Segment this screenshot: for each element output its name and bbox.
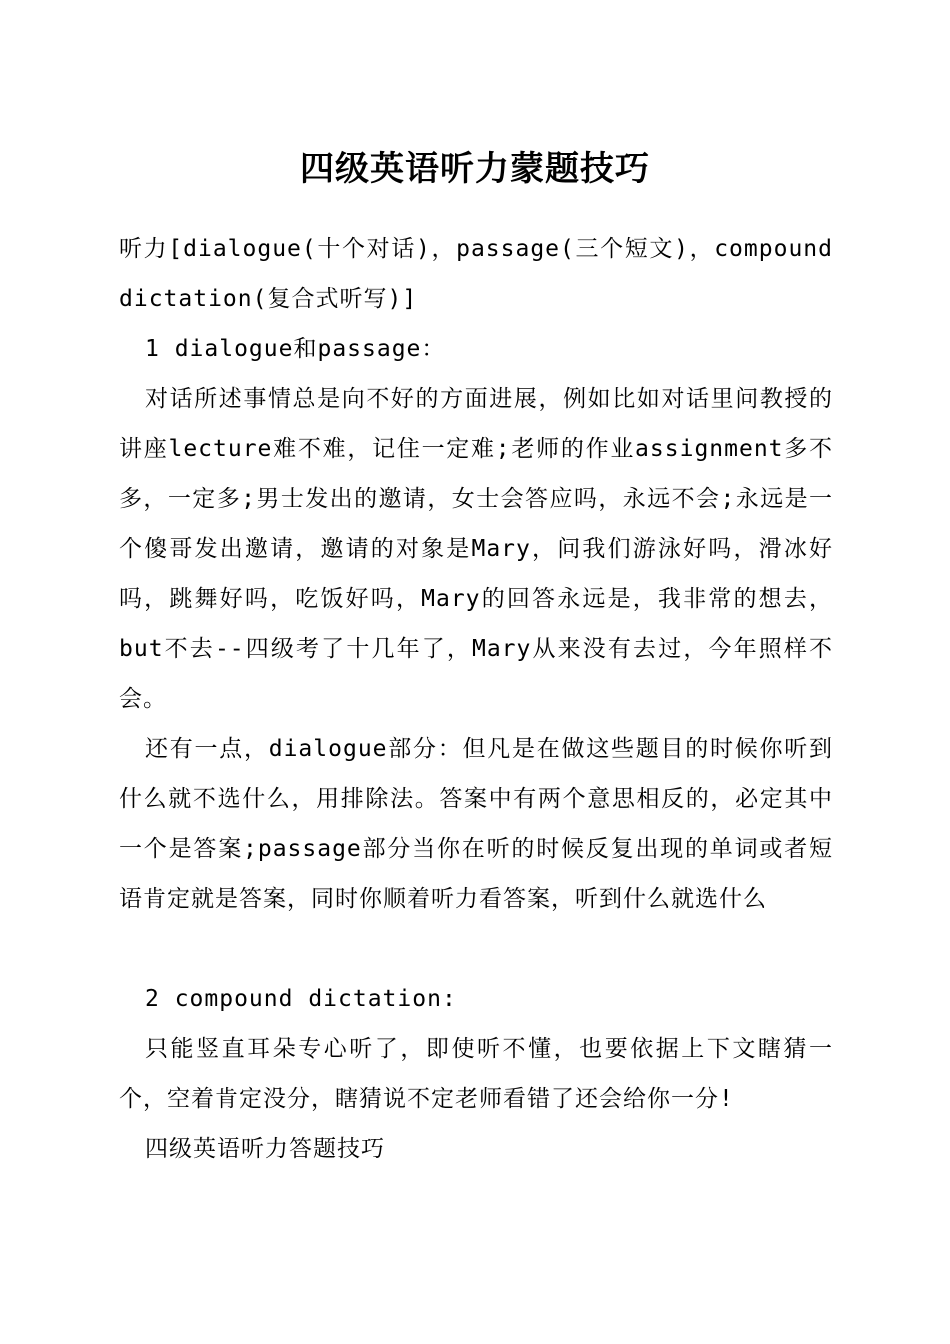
paragraph-spacer [119, 924, 833, 974]
section-heading-dialogue-passage: 1 dialogue和passage： [145, 336, 446, 362]
dictation-tips-paragraph: 只能竖直耳朵专心听了，即使听不懂，也要依据上下文瞎猜一个，空着肯定没分，瞎猜说不定老师看错了还会给你一分! [119, 1036, 833, 1112]
document-title: 四级英语听力蒙题技巧 [300, 149, 650, 189]
elimination-tips-paragraph: 还有一点，dialogue部分：但凡是在做这些题目的时候你听到什么就不选什么，用排除法。答案中有两个意思相反的，必定其中一个是答案;passage部分当你在听的时候反复出现的单词或者短语肯定就是答案，同时你顺着听力看答案，听到什么就选什么 [119, 736, 833, 912]
dialogue-tips-paragraph: 对话所述事情总是向不好的方面进展，例如比如对话里问教授的讲座lecture难不难，记住一定难;老师的作业assignment多不多，一定多;男士发出的邀请，女士会答应吗，永远不会;永远是一个傻哥发出邀请，邀请的对象是Mary，问我们游泳好吗，滑冰好吗，跳舞好吗，吃饭好吗，Mary的回答永远是，我非常的想去，but不去--四级考了十几年了，Mary从来没有去过，今年照样不会。 [119, 386, 833, 712]
document-body [119, 224, 833, 1174]
section-heading-compound-dictation: 2 compound dictation: [145, 986, 457, 1012]
intro-paragraph: 听力[dialogue(十个对话)，passage(三个短文)，compound dictation(复合式听写)] [119, 236, 833, 312]
subheading-answer-tips: 四级英语听力答题技巧 [145, 1136, 385, 1162]
